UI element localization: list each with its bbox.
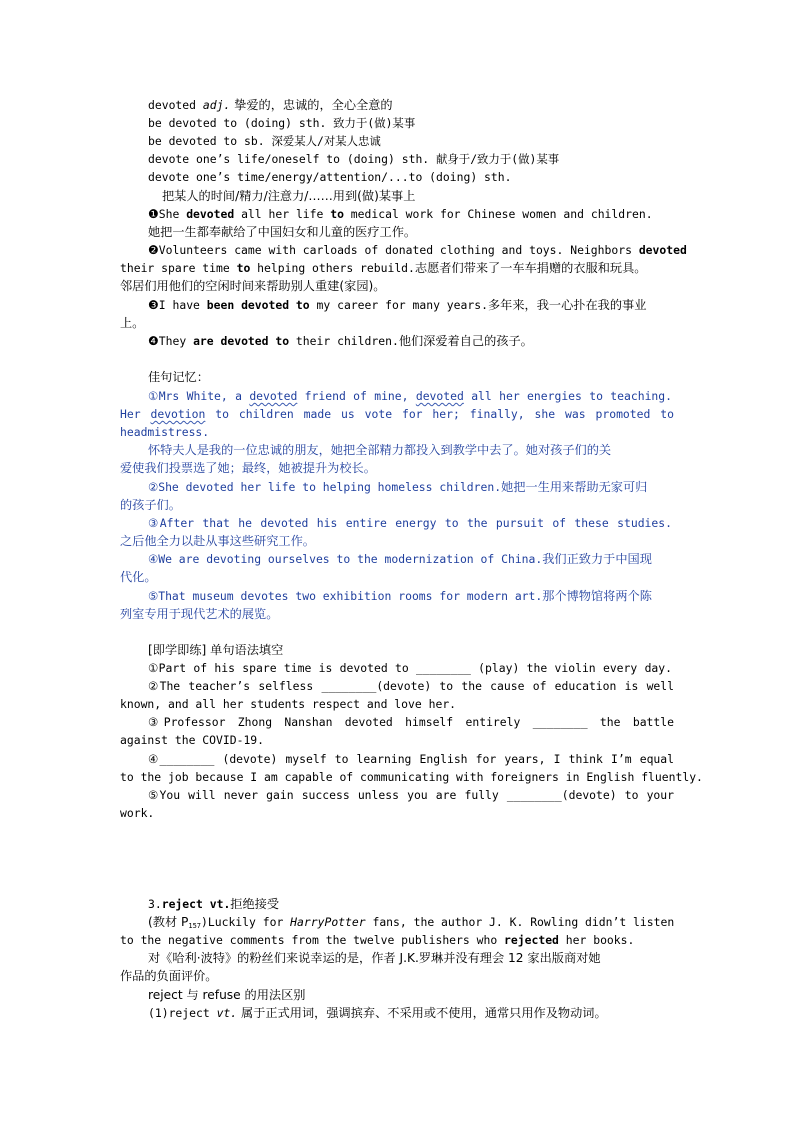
example-1-translation: 她把一生都奉献给了中国妇女和儿童的医疗工作。 bbox=[148, 225, 417, 239]
memory-sentence-2: ②She devoted her life to helping homeless children.她把一生用来帮助无家可归 bbox=[148, 480, 648, 494]
memory-sentence-4: ④We are devoting ourselves to the modernization of China.我们正致力于中国现 bbox=[148, 552, 652, 566]
memory-sentence-1: ①Mrs White, a devoted friend of mine, devoted all her energies to teaching. bbox=[148, 389, 673, 403]
phrase-devote-time-meaning: 把某人的时间/精力/注意力/……用到(做)某事上 bbox=[162, 189, 416, 203]
devoted-adj-line: devoted adj. 挚爱的，忠诚的，全心全意的 bbox=[148, 98, 393, 112]
reject-source-sentence: (教材 $P_{157})Luckily$ for HarryPotter fans, the author J. K. Rowling didn’t listen bbox=[148, 915, 675, 930]
memory-sentence-1-translation: 怀特夫人是我的一位忠诚的朋友，她把全部精力都投入到教学中去了。她对孩子们的关 bbox=[148, 443, 612, 457]
memory-sentence-1-translation-cont: 爱使我们投票选了她；最终，她被提升为校长。 bbox=[120, 461, 376, 475]
memory-sentence-2-cont: 的孩子们。 bbox=[120, 498, 181, 512]
practice-question-3-cont: against the COVID-19. bbox=[120, 733, 265, 747]
reject-translation: 对《哈利·波特》的粉丝们来说幸运的是，作者 J.K.罗琳并没有理会 12 家出版商对她 bbox=[148, 951, 601, 965]
practice-question-4: ④________ (devote) myself to learning English for years, I think I’m equal bbox=[148, 752, 674, 766]
reject-usage-1: (1)reject vt. 属于正式用词，强调摈弃、不采用或不使用，通常只用作及物动词。 bbox=[148, 1006, 607, 1020]
phrase-be-devoted-to-sb: be devoted to sb. 深爱某人/对某人忠诚 bbox=[148, 134, 381, 148]
practice-question-1: ①Part of his spare time is devoted to ________ (play) the violin every day. bbox=[148, 661, 672, 675]
phrase-devote-life: devote one’s life/oneself to (doing) sth. 献身于/致力于(做)某事 bbox=[148, 152, 560, 166]
memory-sentence-5: ⑤That museum devotes two exhibition rooms for modern art.那个博物馆将两个陈 bbox=[148, 589, 652, 603]
phrase-devote-time: devote one’s time/energy/attention/...to (doing) sth. bbox=[148, 170, 512, 184]
practice-question-5: ⑤You will never gain success unless you are fully ________(devote) to your bbox=[148, 788, 674, 802]
example-2: ❷Volunteers came with carloads of donated clothing and toys. Neighbors devoted bbox=[148, 243, 687, 257]
memory-sentence-3-translation: 之后他全力以赴从事这些研究工作。 bbox=[120, 534, 315, 548]
example-1: ❶She devoted all her life to medical work for Chinese women and children. bbox=[148, 207, 653, 221]
memory-sentence-4-cont: 代化。 bbox=[120, 570, 157, 584]
reject-translation-cont: 作品的负面评价。 bbox=[120, 969, 218, 983]
phrase-be-devoted-to-sth: be devoted to (doing) sth. 致力于(做)某事 bbox=[148, 116, 416, 130]
example-3-translation: 上。 bbox=[120, 316, 145, 330]
memory-sentence-1-end: headmistress. bbox=[120, 425, 210, 439]
memory-sentence-5-cont: 列室专用于现代艺术的展览。 bbox=[120, 607, 279, 621]
example-4: ❹They are devoted to their children.他们深爱着自己的孩子。 bbox=[148, 334, 533, 348]
memory-sentence-3: ③After that he devoted his entire energy to the pursuit of these studies. bbox=[148, 516, 672, 530]
reject-source-sentence-cont: to the negative comments from the twelve publishers who rejected her books. bbox=[120, 933, 635, 947]
practice-heading: [即学即练] 单句语法填空 bbox=[148, 643, 284, 657]
practice-question-2-cont: known, and all her students respect and love her. bbox=[120, 697, 457, 711]
reject-refuse-difference-heading: reject 与 refuse 的用法区别 bbox=[148, 988, 306, 1002]
practice-question-4-cont: to the job because I am capable of communicating with foreigners in English fluently. bbox=[120, 770, 703, 784]
example-3: ❸I have been devoted to my career for many years.多年来，我一心扑在我的事业 bbox=[148, 298, 647, 312]
practice-question-2: ②The teacher’s selfless ________(devote) to the cause of education is well bbox=[148, 679, 674, 693]
memory-sentence-1-cont: Her devotion to children made us vote for her; finally, she was promoted to bbox=[120, 407, 674, 421]
example-2-cont: their spare time to helping others rebuild.志愿者们带来了一车车捐赠的衣服和玩具。 bbox=[120, 261, 647, 275]
example-2-translation: 邻居们用他们的空闲时间来帮助别人重建(家园)。 bbox=[120, 279, 386, 293]
reject-title: 3.reject vt.拒绝接受 bbox=[148, 897, 280, 911]
practice-question-3: ③Professor Zhong Nanshan devoted himself entirely ________ the battle bbox=[148, 715, 674, 729]
memory-heading: 佳句记忆： bbox=[148, 370, 209, 384]
practice-question-5-cont: work. bbox=[120, 806, 155, 820]
